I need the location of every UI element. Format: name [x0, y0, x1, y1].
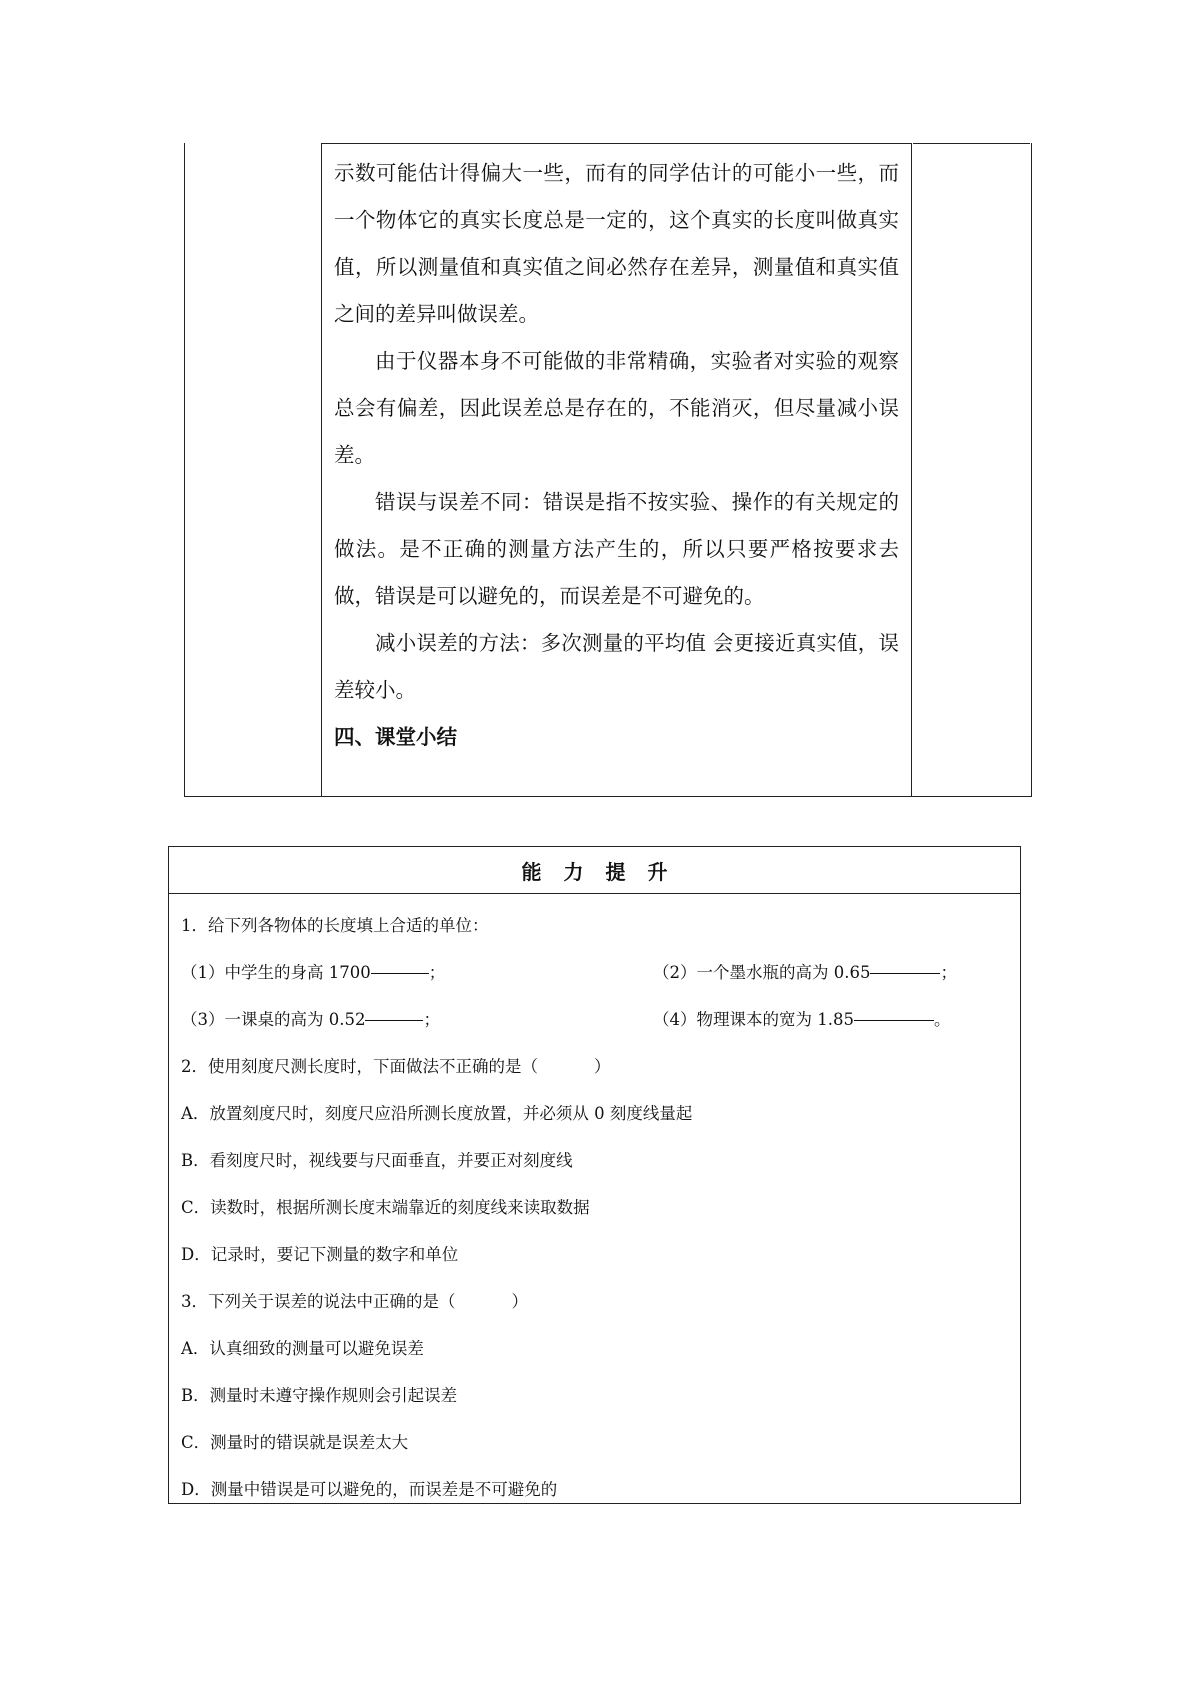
lesson-table: [184, 143, 1032, 797]
question-1-item-2-text: （2）一个墨水瓶的高为 0.65: [653, 963, 871, 982]
exercise-table: [168, 846, 1021, 1504]
question-1-item-4: [653, 996, 950, 1043]
paragraph-mistake-vs-error: 错误与误差不同：错误是指不按实验、操作的有关规定的做法。是不正确的测量方法产生的，所以只要严格按要求去做，错误是可以避免的，而误差是不可避免的。: [334, 490, 899, 608]
answer-blank-1[interactable]: [371, 946, 429, 974]
question-1-stem: 1．给下列各物体的长度填上合适的单位：: [181, 916, 489, 935]
lesson-table-right-column: [913, 143, 1030, 796]
section-heading-summary: 四、课堂小结: [334, 725, 457, 749]
question-3-option-c: C．测量时的错误就是误差太大: [181, 1433, 409, 1452]
paragraph-error-causes: 由于仪器本身不可能做的非常精确，实验者对实验的观察总会有偏差，因此误差总是存在的，不能消灭，但尽量减小误差。: [334, 349, 899, 467]
question-2-stem: [181, 1043, 1020, 1090]
question-2-option-d: D．记录时，要记下测量的数字和单位: [181, 1245, 459, 1264]
paragraph-error-definition: 示数可能估计得偏大一些，而有的同学估计的可能小一些，而一个物体它的真实长度总是一定的，这个真实的长度叫做真实值，所以测量值和真实值之间必然存在差异，测量值和真实值之间的差异叫做误差。: [334, 161, 899, 326]
question-3-stem: [181, 1278, 1020, 1325]
question-2-option-b: B．看刻度尺时，视线要与尺面垂直，并要正对刻度线: [181, 1151, 573, 1170]
answer-blank-3[interactable]: [365, 993, 423, 1021]
question-1-item-3-text: （3）一课桌的高为 0.52: [181, 1010, 366, 1029]
question-1-row-1: [181, 949, 1020, 996]
question-1-item-1-end: ；: [428, 963, 446, 982]
question-1-item-3: [181, 996, 440, 1043]
lesson-table-left-column: [185, 143, 320, 796]
question-3-stem-text: 3．下列关于误差的说法中正确的是（: [181, 1292, 456, 1311]
question-1-item-4-text: （4）物理课本的宽为 1.85: [653, 1010, 854, 1029]
question-1-item-1: [181, 949, 445, 996]
question-2-option-a: A．放置刻度尺时，刻度尺应沿所测长度放置，并必须从 0 刻度线量起: [181, 1104, 693, 1123]
question-3-stem-close: ）: [511, 1292, 528, 1311]
exercise-content: [169, 894, 1020, 1513]
question-3-option-b: B．测量时未遵守操作规则会引起误差: [181, 1386, 458, 1405]
question-1-item-1-text: （1）中学生的身高 1700: [181, 963, 371, 982]
question-1-item-4-end: 。: [933, 1010, 951, 1029]
answer-blank-2[interactable]: [870, 946, 940, 974]
question-3-option-a: A．认真细致的测量可以避免误差: [181, 1339, 424, 1358]
exercise-title: 能力提升: [169, 847, 1020, 894]
question-2-stem-text: 2．使用刻度尺测长度时，下面做法不正确的是（: [181, 1057, 538, 1076]
paragraph-reduce-error: 减小误差的方法：多次测量的平均值 会更接近真实值，误差较小。: [334, 631, 899, 702]
question-1-item-2-end: ；: [940, 963, 957, 982]
answer-blank-4[interactable]: [854, 993, 934, 1021]
question-2-stem-close: ）: [594, 1057, 611, 1076]
question-1-row-2: [181, 996, 1020, 1043]
question-3-option-d: D．测量中错误是可以避免的，而误差是不可避免的: [181, 1480, 558, 1499]
question-1-item-3-end: ；: [423, 1010, 440, 1029]
lesson-table-content-column: [321, 143, 912, 796]
question-1-item-2: [653, 949, 957, 996]
question-2-option-c: C．读数时，根据所测长度末端靠近的刻度线来读取数据: [181, 1198, 590, 1217]
